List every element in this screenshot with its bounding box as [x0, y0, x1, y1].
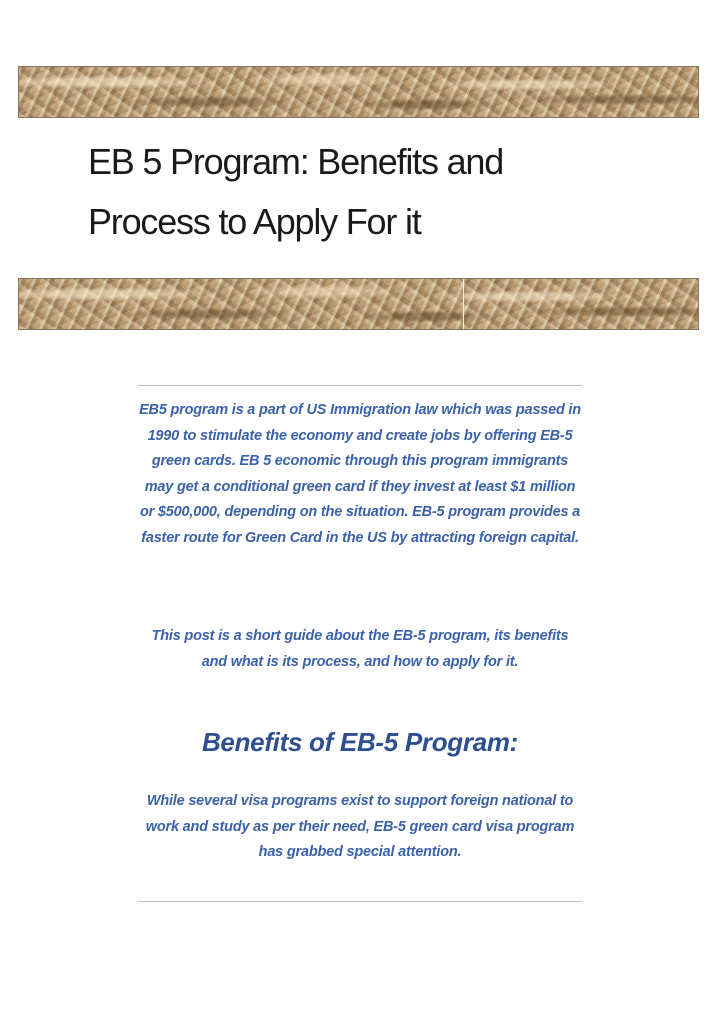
intro-paragraph: EB5 program is a part of US Immigration law which was passed in 1990 to stimulate the economy and create jobs by offering EB-5 green cards. EB 5 economic through this program immigrants may get a conditional green card if they invest at least $1 million or $500,000, depending on the situation. EB-5 program provides a faster route for Green Card in the US by attracting foreign capital.	[139, 402, 581, 546]
band-divider	[463, 279, 464, 329]
guide-paragraph: This post is a short guide about the EB-5 program, its benefits and what is its process, and how to apply for it.	[151, 628, 569, 670]
title-line-2: Process to Apply For it	[88, 201, 421, 242]
decorative-paper-band-bottom	[18, 278, 699, 330]
document-title	[88, 132, 648, 252]
content-panel	[138, 385, 582, 902]
section-heading: Benefits of EB-5 Program:	[201, 727, 519, 757]
section-paragraph: While several visa programs exist to support foreign national to work and study as per their need, EB-5 green card visa program has grabbed special attention.	[145, 793, 575, 860]
title-line-1: EB 5 Program: Benefits and	[88, 141, 504, 182]
decorative-paper-band-top	[18, 66, 699, 118]
